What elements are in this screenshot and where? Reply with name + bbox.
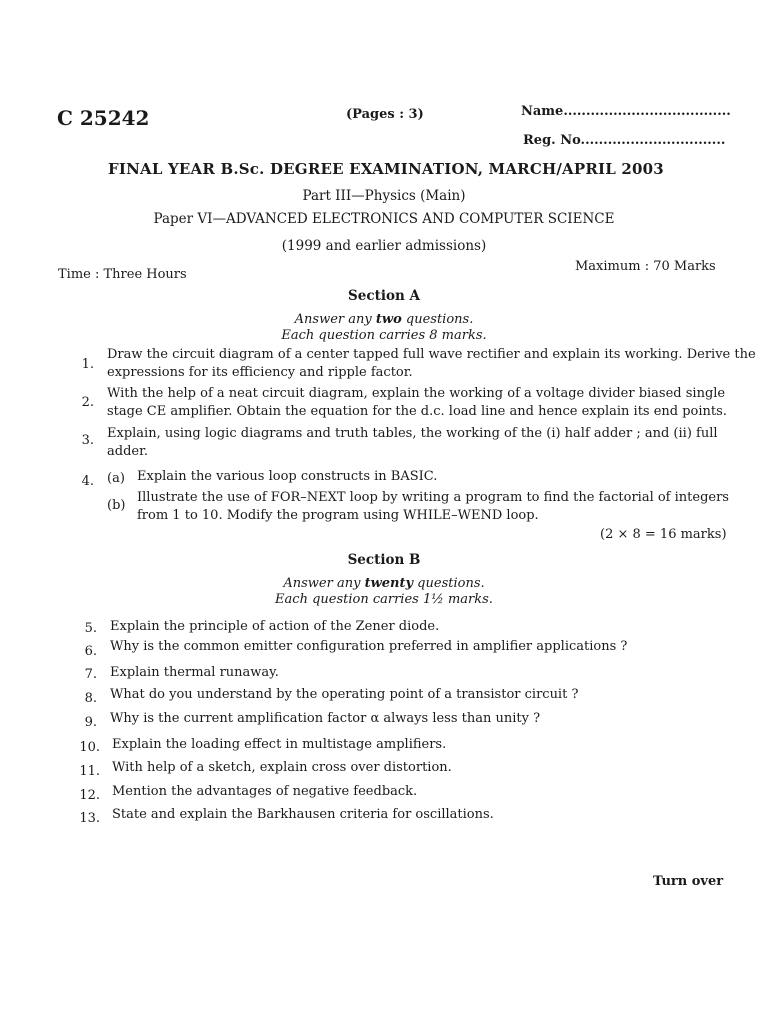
question-number: 10. xyxy=(79,740,100,755)
section-a-heading: Section A xyxy=(348,288,420,304)
question-number: 6. xyxy=(84,644,97,659)
question-text xyxy=(107,346,756,382)
name-field-label: Name..................................... xyxy=(521,104,731,119)
question-text: Explain the loading effect in multistage amplifiers. xyxy=(112,737,447,752)
question-line: expressions for its efficiency and ripple factor. xyxy=(107,365,413,380)
question-line: Draw the circuit diagram of a center tapped full wave rectifier and explain its working. Derive the xyxy=(107,347,756,362)
section-a-marks-total: (2 × 8 = 16 marks) xyxy=(600,527,727,542)
paper-code: C 25242 xyxy=(57,106,150,130)
question-text: What do you understand by the operating point of a transistor circuit ? xyxy=(110,687,579,702)
section-b-heading: Section B xyxy=(347,552,421,568)
exam-max-marks: Maximum : 70 Marks xyxy=(575,259,716,274)
exam-part: Part III—Physics (Main) xyxy=(302,188,466,204)
question-number: 7. xyxy=(84,667,97,682)
question-text xyxy=(107,385,727,421)
question-number: 4. xyxy=(81,474,94,489)
instruction-count: twenty xyxy=(364,576,414,591)
question-text: Explain the principle of action of the Zener diode. xyxy=(110,619,440,634)
question-number: 1. xyxy=(81,357,94,372)
question-part-text xyxy=(137,489,729,525)
question-text: Why is the common emitter configuration preferred in amplifier applications ? xyxy=(110,639,628,654)
section-a-marks-note: Each question carries 8 marks. xyxy=(281,328,487,343)
question-text xyxy=(107,425,718,461)
question-number: 8. xyxy=(84,691,97,706)
instruction-text: questions. xyxy=(401,312,474,327)
exam-title: FINAL YEAR B.Sc. DEGREE EXAMINATION, MARCH/APRIL 2003 xyxy=(108,160,664,178)
exam-admissions: (1999 and earlier admissions) xyxy=(281,238,487,254)
question-text: State and explain the Barkhausen criteria for oscillations. xyxy=(112,807,494,822)
question-line: Illustrate the use of FOR–NEXT loop by writing a program to find the factorial of integers xyxy=(137,490,729,505)
question-text: Mention the advantages of negative feedback. xyxy=(112,784,418,799)
question-number: 12. xyxy=(79,788,100,803)
question-text: Why is the current amplification factor α always less than unity ? xyxy=(110,711,541,726)
turn-over-note: Turn over xyxy=(653,874,724,889)
question-line: from 1 to 10. Modify the program using WHILE–WEND loop. xyxy=(137,508,539,523)
question-line: stage CE amplifier. Obtain the equation for the d.c. load line and hence explain its end points. xyxy=(107,404,727,419)
question-text: Explain thermal runaway. xyxy=(110,665,279,680)
instruction-text: Answer any xyxy=(294,312,376,327)
question-number: 2. xyxy=(81,395,94,410)
reg-no-field-label: Reg. No................................ xyxy=(523,133,726,148)
page-count: (Pages : 3) xyxy=(346,107,424,122)
question-number: 5. xyxy=(84,621,97,636)
question-part-label: (b) xyxy=(107,498,126,513)
question-text: With help of a sketch, explain cross over distortion. xyxy=(112,760,452,775)
question-line: adder. xyxy=(107,444,149,459)
question-part-text: Explain the various loop constructs in BASIC. xyxy=(137,469,438,484)
exam-time: Time : Three Hours xyxy=(58,267,187,282)
exam-paper: Paper VI—ADVANCED ELECTRONICS AND COMPUTER SCIENCE xyxy=(153,211,615,227)
section-a-instruction xyxy=(0,312,768,327)
question-part-label: (a) xyxy=(107,471,125,486)
instruction-text: questions. xyxy=(413,576,485,591)
question-number: 11. xyxy=(79,764,100,779)
question-number: 13. xyxy=(79,811,100,826)
question-number: 3. xyxy=(81,433,94,448)
question-line: Explain, using logic diagrams and truth tables, the working of the (i) half adder ; and (ii) full xyxy=(107,426,718,441)
question-line: With the help of a neat circuit diagram, explain the working of a voltage divider biased single xyxy=(107,386,726,401)
section-b-marks-note: Each question carries 1½ marks. xyxy=(275,592,493,607)
question-number: 9. xyxy=(84,715,97,730)
instruction-text: Answer any xyxy=(283,576,365,591)
section-b-instruction xyxy=(0,576,768,591)
instruction-count: two xyxy=(375,312,402,327)
